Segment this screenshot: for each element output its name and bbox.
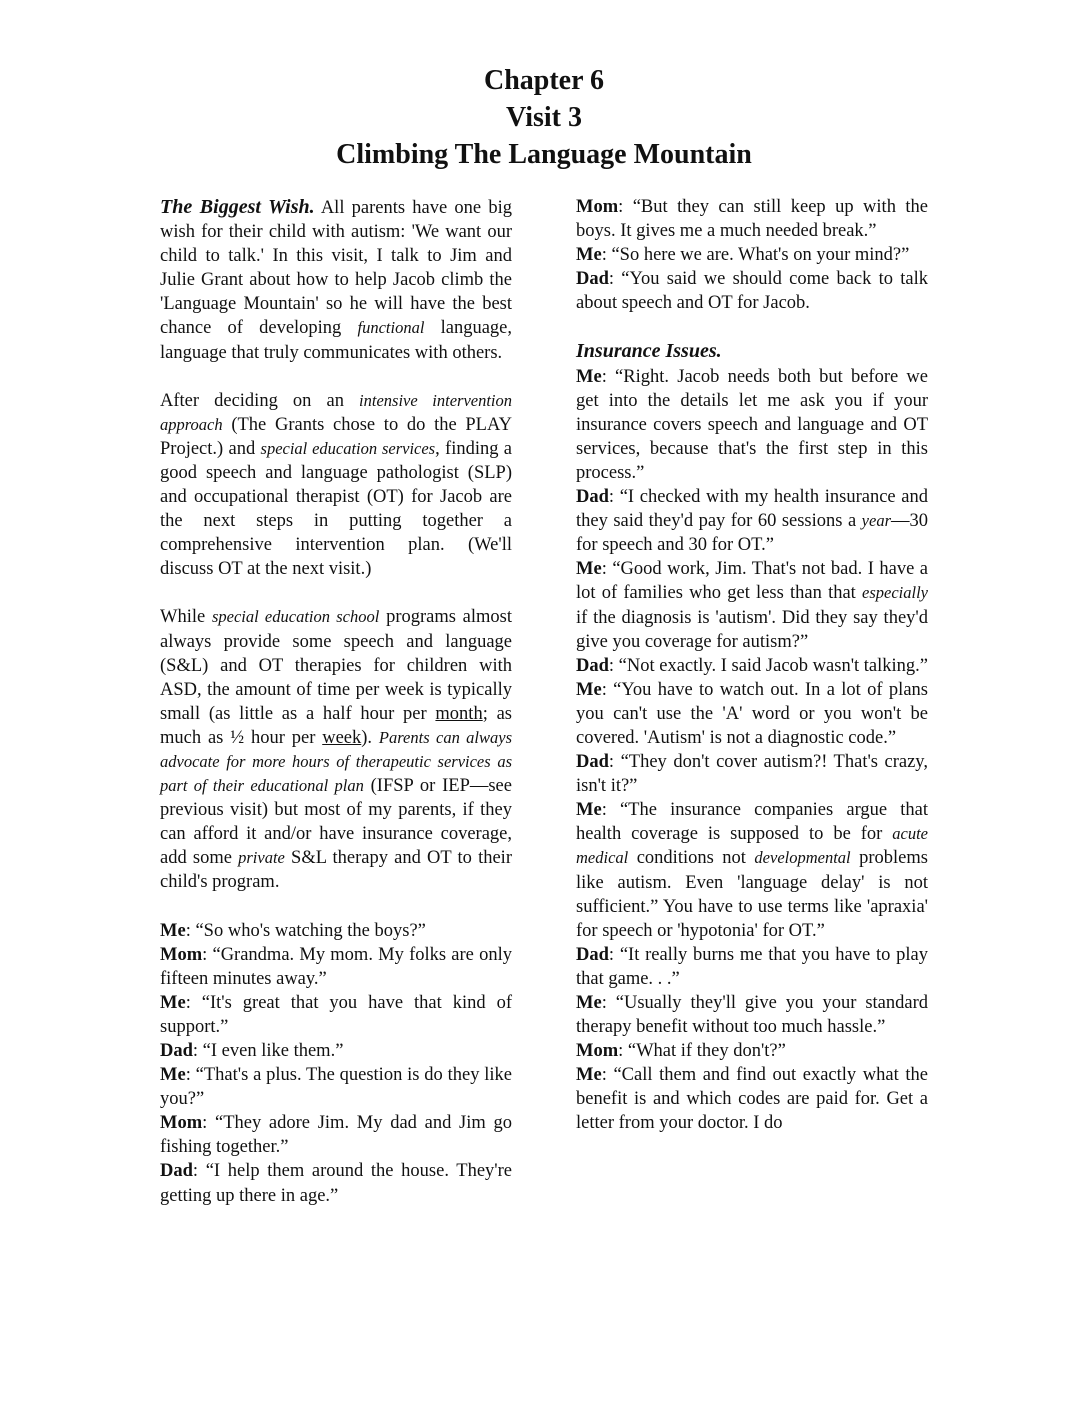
- dialogue-line: [160, 1159, 512, 1207]
- speaker-label: Me: [576, 366, 602, 387]
- dialogue-text: : “That's a plus. The question is do they like you?”: [160, 1065, 512, 1110]
- paragraph-text: (The Grants chose to do the PLAY Project.) and: [160, 414, 512, 459]
- chapter-title-block: [0, 62, 1088, 173]
- dialogue-line: [576, 678, 928, 750]
- right-column: [576, 195, 928, 1136]
- dialogue-text: : “It really burns me that you have to play that game. . .”: [576, 944, 928, 989]
- section-heading-biggest-wish: The Biggest Wish.: [160, 196, 315, 218]
- speaker-label: Me: [576, 800, 602, 821]
- dialogue-text: —30 for speech and 30 for OT.”: [576, 511, 928, 556]
- emphasis-text: functional: [357, 318, 425, 338]
- dialogue-line: [160, 1111, 512, 1159]
- visit-number: Visit 3: [506, 102, 582, 133]
- dialogue-text: problems like autism. Even 'language delay' is not sufficient.” You have to use terms like 'apraxia' for speech or 'hypotonia' for OT.”: [576, 848, 928, 941]
- dialogue-line: [160, 1063, 512, 1111]
- paragraph-text: ).: [361, 727, 379, 748]
- speaker-label: Dad: [160, 1041, 193, 1061]
- dialogue-line: [576, 750, 928, 798]
- dialogue-text: : “They don't cover autism?! That's crazy, isn't it?”: [576, 752, 928, 797]
- emphasis-text: special education services: [260, 438, 436, 458]
- speaker-label: Me: [160, 920, 186, 941]
- emphasis-text: year: [861, 511, 891, 531]
- speaker-label: Me: [576, 1065, 602, 1086]
- speaker-label: Dad: [576, 655, 609, 676]
- dialogue-text: : “It's great that you have that kind of support.”: [160, 992, 512, 1037]
- paragraph-text: (IFSP or IEP—see previous visit) but most of my parents, if they can afford it and/or have insurance coverage, add some: [160, 776, 512, 869]
- section-heading-insurance: [576, 339, 928, 364]
- dialogue-text: : “I even like them.”: [192, 1041, 344, 1061]
- speaker-label: Mom: [576, 197, 619, 217]
- speaker-label: Me: [576, 993, 602, 1013]
- paragraph-text: All parents have one big wish for their child with autism: 'We want our child to talk.' In this visit, I talk to Jim and Julie Grant about how to help Jacob climb the 'Language Mountain' so he will have the best chance of developing: [160, 198, 512, 339]
- dialogue-text: : “You have to watch out. In a lot of plans you can't use the 'A' word or you won't be covered. 'Autism' is not a diagnostic code.”: [576, 679, 928, 748]
- left-column: [160, 195, 512, 1208]
- dialogue-text: : “Not exactly. I said Jacob wasn't talking.”: [608, 655, 929, 676]
- chapter-number: Chapter 6: [483, 65, 605, 96]
- dialogue-text: : “So here we are. What's on your mind?”: [601, 245, 910, 266]
- speaker-label: Dad: [576, 944, 609, 965]
- dialogue-text: : “Call them and find out exactly what the benefit is and which codes are paid for. Get a letter from your doctor. I do: [576, 1065, 928, 1134]
- speaker-label: Dad: [160, 1161, 193, 1182]
- emphasis-text: developmental: [754, 848, 851, 868]
- dialogue-text: : “You said we should come back to talk about speech and OT for Jacob.: [576, 269, 928, 314]
- dialogue-line: [576, 195, 928, 243]
- speaker-label: Dad: [576, 487, 609, 508]
- section-heading-text: Insurance Issues.: [576, 340, 722, 363]
- speaker-label: Dad: [576, 269, 609, 290]
- speaker-label: Me: [576, 245, 602, 266]
- dialogue-line: [576, 557, 928, 653]
- paragraph-biggest-wish: [160, 195, 512, 365]
- dialogue-text: : “The insurance companies argue that health coverage is supposed to be for: [576, 800, 928, 845]
- speaker-label: Mom: [160, 1113, 203, 1134]
- dialogue-line: [160, 919, 512, 943]
- paragraph-text: language, language that truly communicates with others.: [160, 318, 512, 363]
- dialogue-line: [576, 654, 928, 678]
- emphasis-text: acute medical: [576, 824, 928, 868]
- speaker-label: Mom: [576, 1041, 619, 1062]
- speaker-label: Dad: [576, 752, 609, 773]
- dialogue-text: : “Usually they'll give you your standard therapy benefit without too much hassle.”: [576, 993, 928, 1038]
- emphasis-text: Parents can always advocate for more hours of therapeutic services as part of their educational plan: [160, 727, 513, 796]
- emphasis-text: intensive intervention approach: [160, 390, 513, 434]
- dialogue-line: [160, 943, 512, 991]
- dialogue-line: [576, 943, 928, 991]
- dialogue-text: : “Good work, Jim. That's not bad. I have a lot of families who get less than that: [576, 559, 928, 604]
- paragraph-text: While: [160, 607, 212, 628]
- dialogue-line: [576, 243, 928, 267]
- paragraph-text: programs almost always provide some speech and language (S&L) and OT therapies for children with ASD, the amount of time per week is typically small (as little as a half hour per: [160, 607, 513, 724]
- dialogue-line: [576, 365, 928, 485]
- underlined-text: month: [435, 703, 483, 724]
- emphasis-text: especially: [862, 583, 928, 603]
- dialogue-line: [576, 267, 928, 315]
- dialogue-text: : “I help them around the house. They're getting up there in age.”: [160, 1161, 512, 1206]
- underlined-text: week: [322, 727, 362, 748]
- paragraph-text: ; as much as ½ hour per: [160, 703, 512, 748]
- dialogue-line: [576, 798, 928, 943]
- dialogue-text: : “What if they don't?”: [618, 1041, 786, 1062]
- emphasis-text: special education school: [211, 607, 380, 627]
- dialogue-text: : “Grandma. My mom. My folks are only fifteen minutes away.”: [160, 944, 512, 989]
- chapter-title: Climbing The Language Mountain: [336, 139, 752, 170]
- speaker-label: Me: [576, 559, 602, 580]
- dialogue-line: [576, 1063, 928, 1135]
- dialogue-text: : “They adore Jim. My dad and Jim go fishing together.”: [160, 1113, 512, 1158]
- dialogue-line: [160, 1039, 512, 1063]
- dialogue-line: [576, 991, 928, 1039]
- speaker-label: Me: [160, 992, 186, 1013]
- paragraph-text: , finding a good speech and language pathologist (SLP) and occupational therapist (OT) for Jacob are the next steps in putting together a comprehensive intervention plan. (We'll discuss OT at the next visit.): [160, 438, 513, 580]
- speaker-label: Me: [160, 1065, 186, 1086]
- paragraph-intervention: [160, 389, 512, 582]
- paragraph-special-education: [160, 605, 512, 894]
- dialogue-text: : “I checked with my health insurance and they said they'd pay for 60 sessions a: [576, 487, 928, 532]
- dialogue-text: : “Right. Jacob needs both but before we get into the details let me ask you if your insurance covers speech and language and OT services, because that's the first step in this process.”: [576, 366, 928, 483]
- speaker-label: Mom: [160, 944, 203, 965]
- emphasis-text: private: [238, 848, 285, 868]
- dialogue-text: conditions not: [628, 848, 755, 869]
- paragraph-text: After deciding on an: [160, 390, 360, 411]
- speaker-label: Me: [576, 679, 602, 700]
- dialogue-text: : “So who's watching the boys?”: [185, 920, 426, 941]
- paragraph-text: S&L therapy and OT to their child's program.: [160, 848, 512, 893]
- dialogue-text: : “But they can still keep up with the boys. It gives me a much needed break.”: [576, 197, 928, 242]
- dialogue-line: [576, 1039, 928, 1063]
- dialogue-line: [160, 991, 512, 1039]
- dialogue-line: [576, 485, 928, 557]
- dialogue-text: if the diagnosis is 'autism'. Did they say they'd give you coverage for autism?”: [576, 607, 928, 652]
